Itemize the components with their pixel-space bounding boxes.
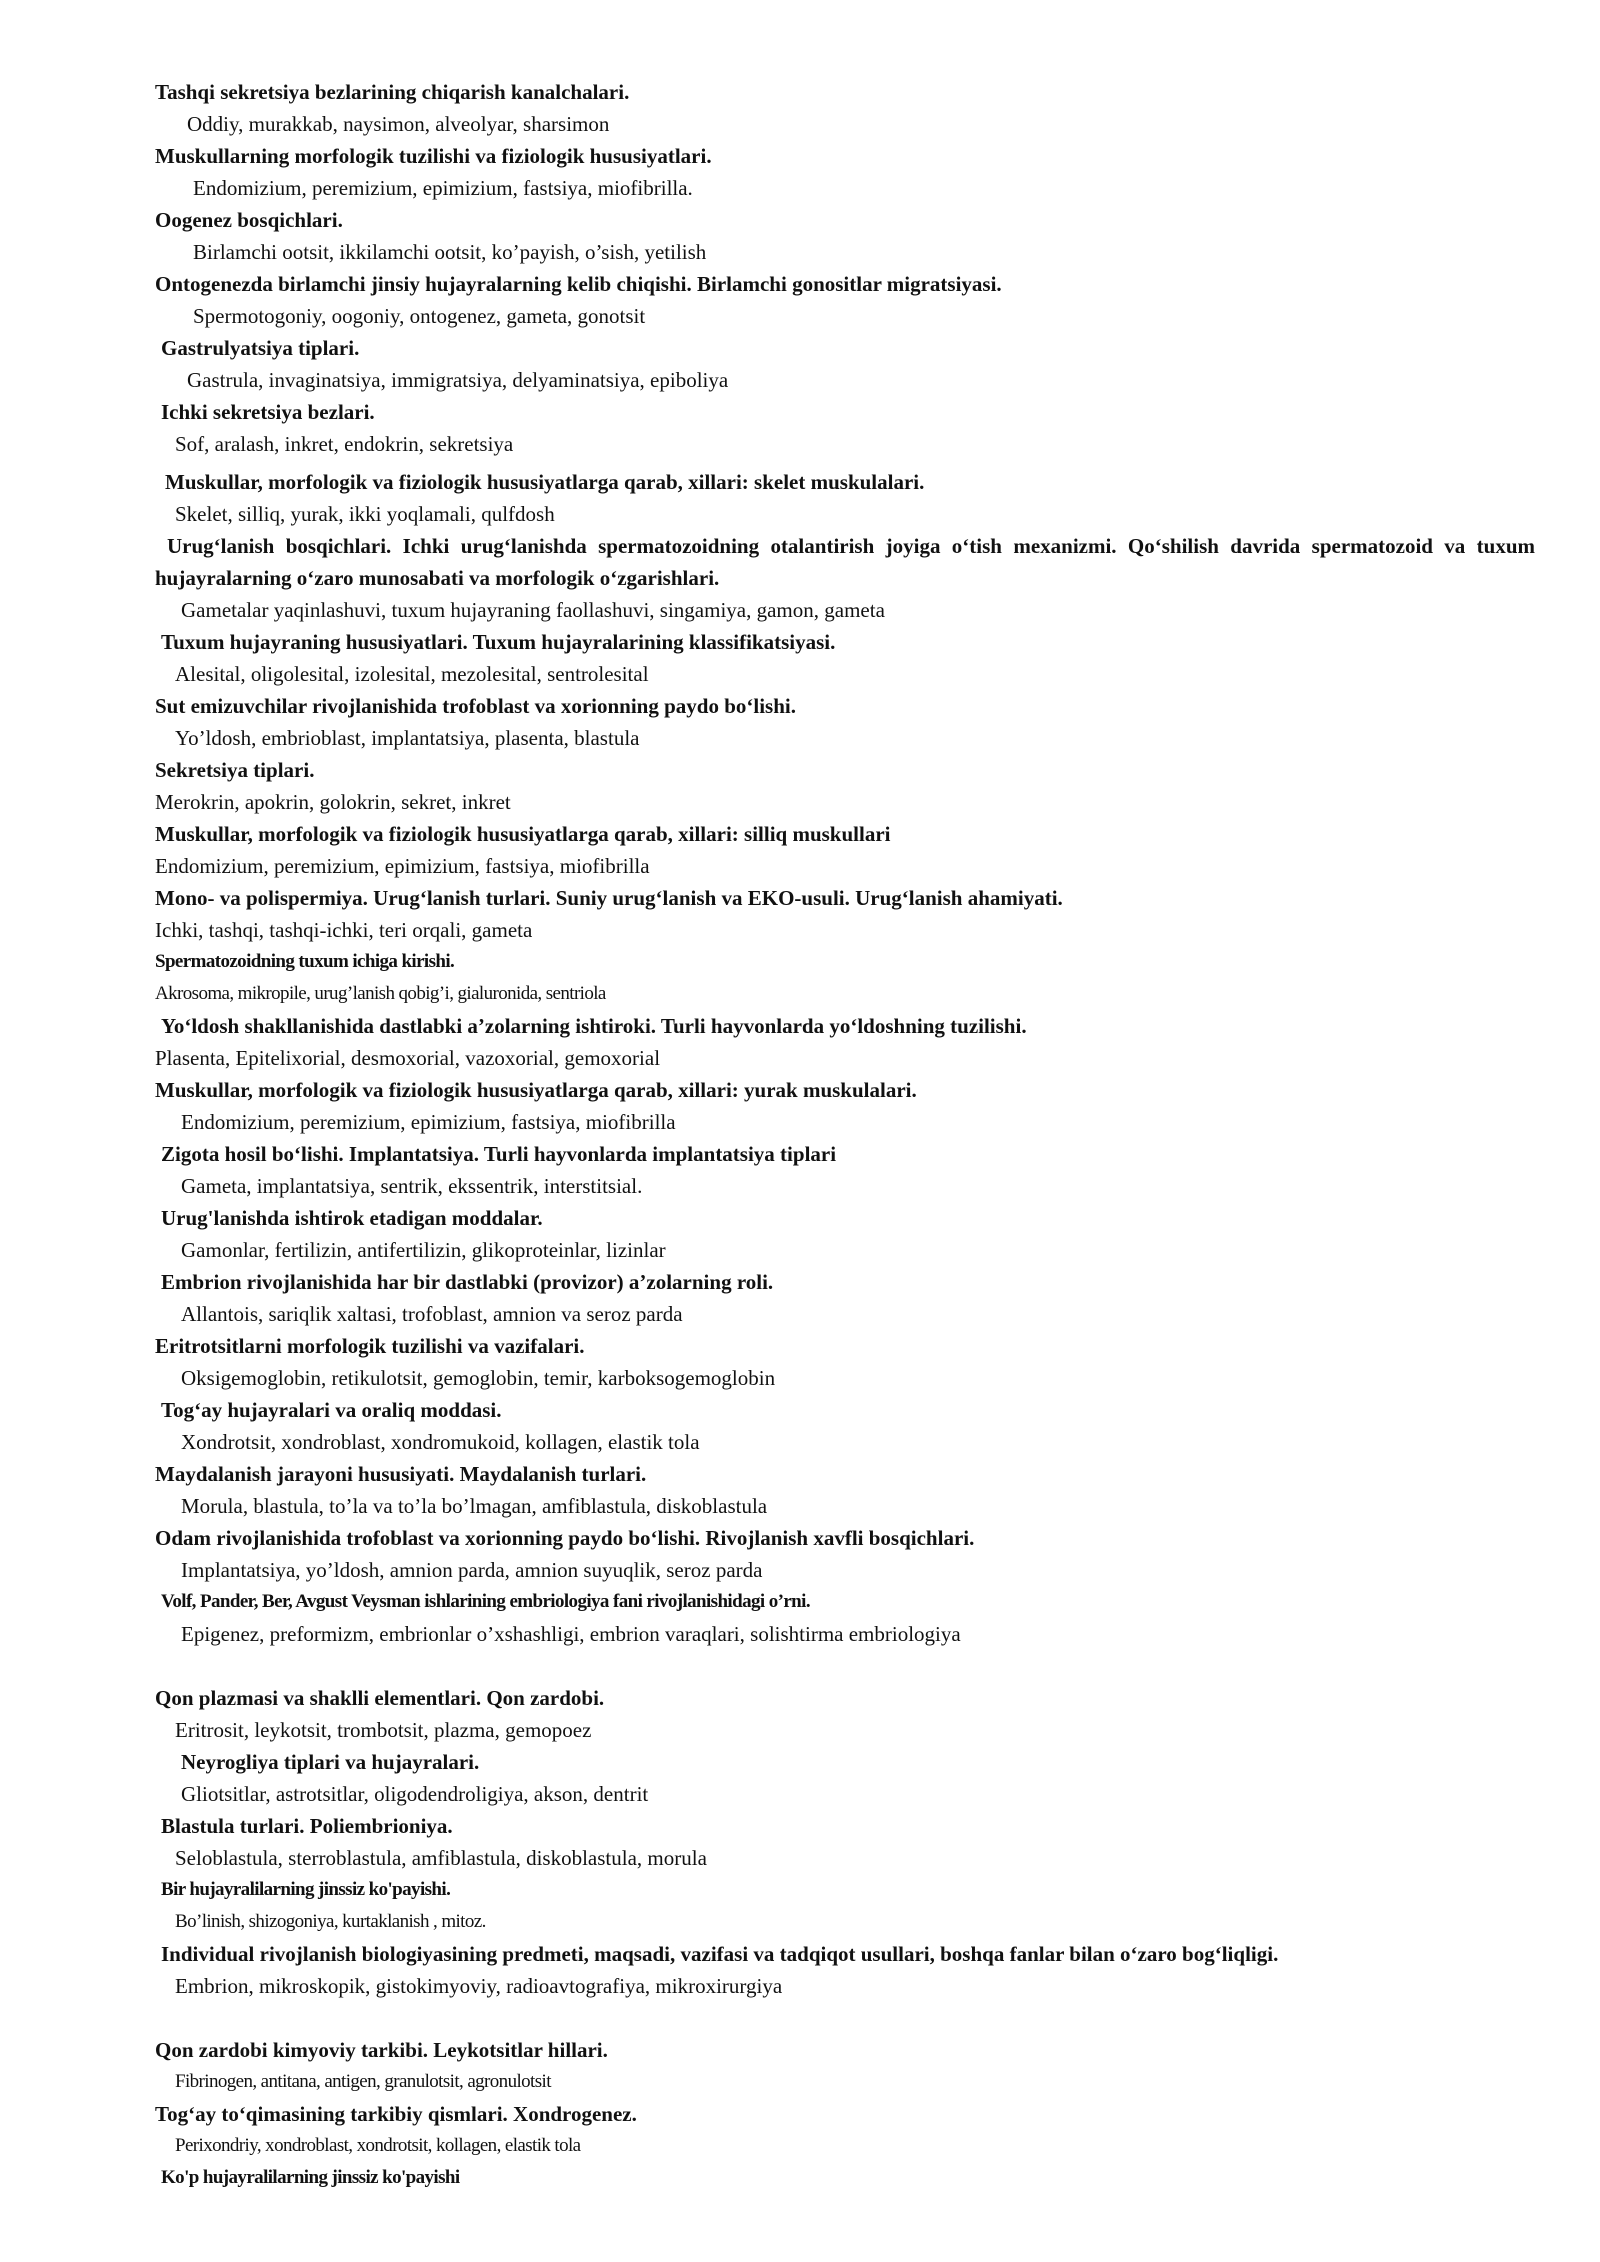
question: Tuxum hujayraning hususiyatlari. Tuxum hujayralarining klassifikatsiyasi. xyxy=(161,630,836,654)
answer: Skelet, silliq, yurak, ikki yoqlamali, qulfdosh xyxy=(175,502,555,526)
answer: Yo’ldosh, embrioblast, implantatsiya, plasenta, blastula xyxy=(175,726,640,750)
qa-entry xyxy=(155,1394,1535,1458)
answer: Akrosoma, mikropile, urug’lanish qobig’i, gialuronida, sentriola xyxy=(155,983,606,1004)
answer: Merokrin, apokrin, golokrin, sekret, inkret xyxy=(155,790,511,814)
qa-entry xyxy=(155,2162,1535,2194)
question: Zigota hosil bo‘lishi. Implantatsiya. Turli hayvonlarda implantatsiya tiplari xyxy=(161,1142,837,1166)
qa-entry xyxy=(155,1522,1535,1586)
question: Urug‘lanish bosqichlari. Ichki urug‘lanishda spermatozoidning otalantirish joyiga o‘tish mexanizmi. Qo‘shilish davrida spermatozoid va tuxum hujayralarning o‘zaro munosabati va morfologik o‘zgarishlari. xyxy=(155,534,1535,590)
question: Maydalanish jarayoni hususiyati. Maydalanish turlari. xyxy=(155,1462,647,1486)
qa-entry xyxy=(155,2098,1535,2162)
qa-entry xyxy=(155,1874,1535,1938)
question: Qon plazmasi va shaklli elementlari. Qon zardobi. xyxy=(155,1686,605,1710)
question: Qon zardobi kimyoviy tarkibi. Leykotsitlar hillari. xyxy=(155,2038,608,2062)
answer: Spermotogoniy, oogoniy, ontogenez, gameta, gonotsit xyxy=(193,304,646,328)
qa-entry xyxy=(155,466,1535,530)
answer: Morula, blastula, to’la va to’la bo’lmagan, amfiblastula, diskoblastula xyxy=(181,1494,768,1518)
answer: Xondrotsit, xondroblast, xondromukoid, kollagen, elastik tola xyxy=(181,1430,700,1454)
question: Ko'p hujayralilarning jinssiz ko'payishi xyxy=(161,2167,460,2188)
question: Yo‘ldosh shakllanishida dastlabki a’zolarning ishtiroki. Turli hayvonlarda yo‘ldoshning tuzilishi. xyxy=(161,1014,1027,1038)
document-page xyxy=(155,76,1535,2194)
question: Muskullar, morfologik va fiziologik hususiyatlarga qarab, xillari: skelet muskulalari. xyxy=(165,470,925,494)
question: Sut emizuvchilar rivojlanishida trofoblast va xorionning paydo bo‘lishi. xyxy=(155,694,796,718)
question: Odam rivojlanishida trofoblast va xorionning paydo bo‘lishi. Rivojlanish xavfli bosqichlari. xyxy=(155,1526,975,1550)
question: Urug'lanishda ishtirok etadigan moddalar. xyxy=(161,1206,543,1230)
qa-entry xyxy=(155,1138,1535,1202)
blank-line xyxy=(155,2002,1535,2034)
qa-entry xyxy=(155,818,1535,882)
qa-entry xyxy=(155,204,1535,268)
question: Tog‘ay hujayralari va oraliq moddasi. xyxy=(161,1398,502,1422)
blank-line xyxy=(155,1650,1535,1682)
qa-entry xyxy=(155,690,1535,754)
qa-entry xyxy=(155,332,1535,396)
question: Tog‘ay to‘qimasining tarkibiy qismlari. Xondrogenez. xyxy=(155,2102,637,2126)
answer: Oksigemoglobin, retikulotsit, gemoglobin, temir, karboksogemoglobin xyxy=(181,1366,776,1390)
answer: Alesital, oligolesital, izolesital, mezolesital, sentrolesital xyxy=(175,662,649,686)
answer: Endomizium, peremizium, epimizium, fastsiya, miofibrilla xyxy=(181,1110,676,1134)
answer: Epigenez, preformizm, embrionlar o’xshashligi, embrion varaqlari, solishtirma embriologiya xyxy=(181,1622,961,1646)
answer: Seloblastula, sterroblastula, amfiblastula, diskoblastula, morula xyxy=(175,1846,707,1870)
question: Ontogenezda birlamchi jinsiy hujayralarning kelib chiqishi. Birlamchi gonositlar migratsiyasi. xyxy=(155,272,1002,296)
qa-entry xyxy=(155,1586,1535,1650)
question: Ichki sekretsiya bezlari. xyxy=(161,400,375,424)
question: Muskullar, morfologik va fiziologik hususiyatlarga qarab, xillari: yurak muskulalari. xyxy=(155,1078,917,1102)
qa-entry xyxy=(155,882,1535,946)
qa-entry xyxy=(155,2034,1535,2098)
qa-entry xyxy=(155,1202,1535,1266)
question: Mono- va polispermiya. Urug‘lanish turlari. Suniy urug‘lanish va EKO-usuli. Urug‘lanish ahamiyati. xyxy=(155,886,1063,910)
qa-entry xyxy=(155,76,1535,140)
qa-entry xyxy=(155,396,1535,460)
answer: Bo’linish, shizogoniya, kurtaklanish , mitoz. xyxy=(175,1911,486,1932)
question: Eritrotsitlarni morfologik tuzilishi va vazifalari. xyxy=(155,1334,585,1358)
answer: Gastrula, invaginatsiya, immigratsiya, delyaminatsiya, epiboliya xyxy=(187,368,729,392)
question: Bir hujayralilarning jinssiz ko'payishi. xyxy=(161,1879,451,1900)
answer: Gliotsitlar, astrotsitlar, oligodendroligiya, akson, dentrit xyxy=(181,1782,649,1806)
answer: Eritrosit, leykotsit, trombotsit, plazma, gemopoez xyxy=(175,1718,592,1742)
question: Spermatozoidning tuxum ichiga kirishi. xyxy=(155,951,455,972)
answer: Gameta, implantatsiya, sentrik, ekssentrik, interstitsial. xyxy=(181,1174,643,1198)
qa-entry xyxy=(155,1266,1535,1330)
question: Embrion rivojlanishida har bir dastlabki (provizor) a’zolarning roli. xyxy=(161,1270,774,1294)
qa-entry xyxy=(155,1810,1535,1874)
qa-entry xyxy=(155,1746,1535,1810)
answer: Gamonlar, fertilizin, antifertilizin, glikoproteinlar, lizinlar xyxy=(181,1238,666,1262)
answer: Gametalar yaqinlashuvi, tuxum hujayraning faollashuvi, singamiya, gamon, gameta xyxy=(181,598,885,622)
qa-entry xyxy=(155,140,1535,204)
question: Blastula turlari. Poliembrioniya. xyxy=(161,1814,453,1838)
answer: Sof, aralash, inkret, endokrin, sekretsiya xyxy=(175,432,514,456)
question: Individual rivojlanish biologiyasining predmeti, maqsadi, vazifasi va tadqiqot usullari, boshqa fanlar bilan o‘zaro bog‘liqligi. xyxy=(161,1942,1279,1966)
question: Oogenez bosqichlari. xyxy=(155,208,343,232)
question: Tashqi sekretsiya bezlarining chiqarish kanalchalari. xyxy=(155,80,630,104)
answer: Implantatsiya, yo’ldosh, amnion parda, amnion suyuqlik, seroz parda xyxy=(181,1558,763,1582)
question: Neyrogliya tiplari va hujayralari. xyxy=(181,1750,480,1774)
question: Sekretsiya tiplari. xyxy=(155,758,315,782)
question: Gastrulyatsiya tiplari. xyxy=(161,336,360,360)
question: Volf, Pander, Ber, Avgust Veysman ishlarining embriologiya fani rivojlanishidagi o’rni. xyxy=(161,1591,810,1612)
qa-entry xyxy=(155,1074,1535,1138)
qa-entry xyxy=(155,1010,1535,1074)
answer: Endomizium, peremizium, epimizium, fastsiya, miofibrilla. xyxy=(193,176,693,200)
answer: Allantois, sariqlik xaltasi, trofoblast, amnion va seroz parda xyxy=(181,1302,683,1326)
qa-entry xyxy=(155,754,1535,818)
answer: Endomizium, peremizium, epimizium, fastsiya, miofibrilla xyxy=(155,854,650,878)
qa-entry xyxy=(155,1938,1535,2002)
qa-entry xyxy=(155,946,1535,1010)
answer: Embrion, mikroskopik, gistokimyoviy, radioavtografiya, mikroxirurgiya xyxy=(175,1974,783,1998)
qa-entry xyxy=(155,1330,1535,1394)
qa-entry xyxy=(155,1682,1535,1746)
qa-entry xyxy=(155,268,1535,332)
answer: Perixondriy, xondroblast, xondrotsit, kollagen, elastik tola xyxy=(175,2135,581,2156)
question: Muskullar, morfologik va fiziologik hususiyatlarga qarab, xillari: silliq muskullari xyxy=(155,822,891,846)
answer: Ichki, tashqi, tashqi-ichki, teri orqali, gameta xyxy=(155,918,533,942)
qa-entry xyxy=(155,1458,1535,1522)
question: Muskullarning morfologik tuzilishi va fiziologik hususiyatlari. xyxy=(155,144,712,168)
answer: Fibrinogen, antitana, antigen, granulotsit, agronulotsit xyxy=(175,2071,551,2092)
answer: Plasenta, Epitelixorial, desmoxorial, vazoxorial, gemoxorial xyxy=(155,1046,661,1070)
qa-entry xyxy=(155,530,1535,626)
answer: Oddiy, murakkab, naysimon, alveolyar, sharsimon xyxy=(187,112,610,136)
qa-entry xyxy=(155,626,1535,690)
answer: Birlamchi ootsit, ikkilamchi ootsit, ko’payish, o’sish, yetilish xyxy=(193,240,707,264)
